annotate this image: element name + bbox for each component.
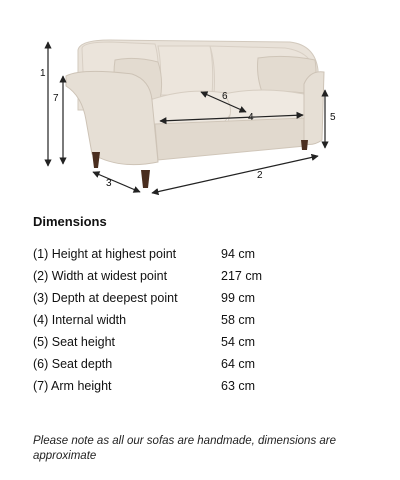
sofa-base [155, 118, 305, 160]
dimensions-heading: Dimensions [33, 214, 107, 229]
dimension-row-6 [33, 354, 333, 374]
dimension-value: 94 cm [221, 247, 256, 261]
label-7: 7 [53, 93, 59, 104]
dim-line-3 [93, 172, 140, 192]
dimension-value: 99 cm [221, 291, 256, 305]
dimension-label: (5) Seat height [33, 335, 115, 349]
label-1: 1 [40, 68, 46, 79]
dimension-row-5 [33, 332, 333, 352]
sofa-dimension-diagram [0, 0, 400, 205]
dimension-label: (2) Width at widest point [33, 269, 168, 283]
dimension-row-1 [33, 244, 333, 264]
leg-back-left [92, 152, 100, 168]
dimension-label: (6) Seat depth [33, 357, 113, 371]
dimension-value: 63 cm [221, 379, 256, 393]
label-5: 5 [330, 112, 336, 123]
label-3: 3 [106, 178, 112, 189]
dimension-value: 54 cm [221, 335, 256, 349]
handmade-disclaimer: Please note as all our sofas are handmade, dimensions are approximate [33, 435, 337, 462]
dim-line-2 [152, 156, 318, 193]
dimension-value: 58 cm [221, 313, 256, 327]
label-6: 6 [222, 91, 228, 102]
dimension-label: (4) Internal width [33, 313, 127, 327]
dimension-value: 64 cm [221, 357, 256, 371]
back-cushion-middle [158, 46, 213, 95]
dimension-row-7 [33, 376, 333, 396]
dimension-value: 217 cm [221, 269, 262, 283]
label-2: 2 [257, 170, 263, 181]
dimension-label: (1) Height at highest point [33, 247, 177, 261]
dimension-row-3 [33, 288, 333, 308]
dimension-label: (3) Depth at deepest point [33, 291, 178, 305]
label-4: 4 [248, 112, 254, 123]
left-arm [66, 71, 158, 164]
sofa-illustration [66, 40, 324, 188]
dimension-row-4 [33, 310, 333, 330]
dimension-label: (7) Arm height [33, 379, 112, 393]
right-arm [304, 72, 324, 145]
leg-front-right [301, 140, 308, 150]
dimension-row-2 [33, 266, 333, 286]
leg-front-left [141, 170, 150, 188]
